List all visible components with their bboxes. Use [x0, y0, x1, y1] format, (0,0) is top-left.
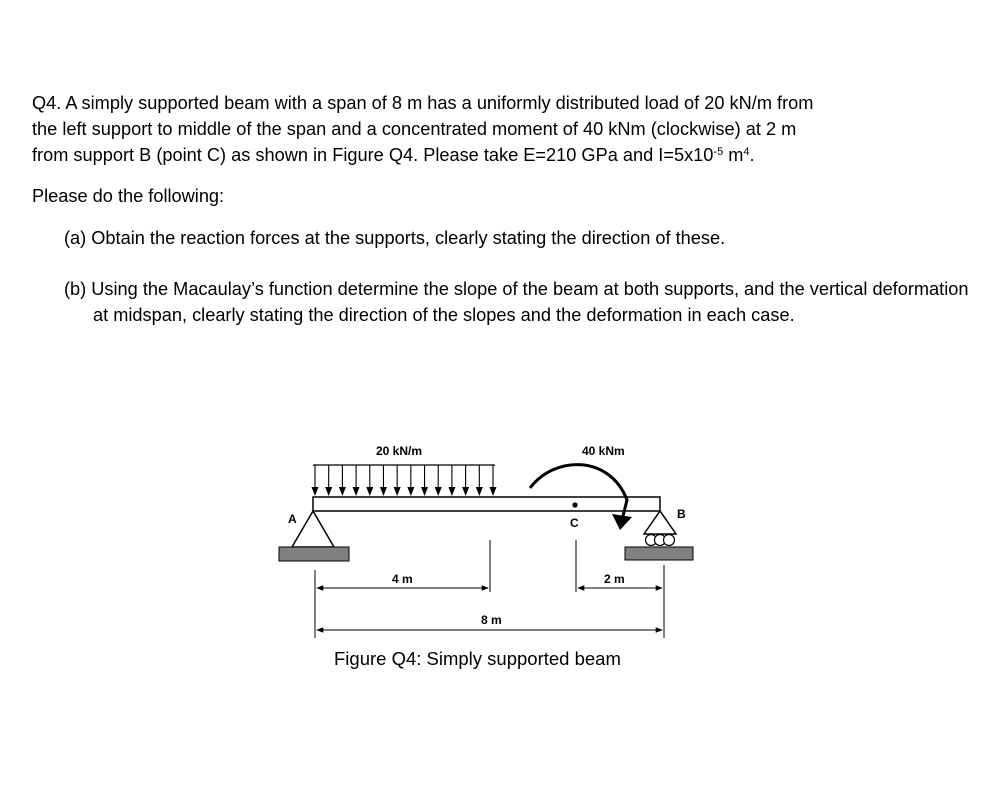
udl-arrow-head [339, 487, 346, 496]
udl-arrow-head [353, 487, 360, 496]
udl-arrow-head [407, 487, 414, 496]
exponent-4: 4 [743, 146, 750, 158]
support-a-triangle [292, 511, 334, 547]
exponent-minus-5: -5 [713, 146, 724, 158]
moment-arrow-head [612, 514, 632, 530]
support-a-label: A [288, 512, 297, 526]
point-c-label: C [570, 516, 579, 530]
instructions: Please do the following: [32, 186, 225, 206]
udl-arrows [312, 465, 497, 496]
support-b-triangle [644, 511, 676, 534]
question-line-1: Q4. A simply supported beam with a span of 8 m has a uniformly distributed load of 20 kN/m from [32, 93, 814, 113]
udl-arrow-head [448, 487, 455, 496]
udl-arrow-head [325, 487, 332, 496]
dim-8m-label: 8 m [481, 613, 502, 627]
udl-arrow-head [462, 487, 469, 496]
udl-arrow-head [366, 487, 373, 496]
question-line-2: the left support to middle of the span and a concentrated moment of 40 kNm (clockwise) at 2 m [32, 119, 797, 139]
support-b-label: B [677, 507, 686, 521]
question-line-3-text: from support B (point C) as shown in Figure Q4. Please take E=210 GPa and I=5x10 [32, 145, 714, 165]
support-b-ground [625, 547, 693, 560]
udl-arrow-head [490, 487, 497, 496]
udl-arrow-head [394, 487, 401, 496]
dim-2m-label: 2 m [604, 572, 625, 586]
unit-m: m [723, 145, 744, 165]
dim-4m-label: 4 m [392, 572, 413, 586]
moment-label: 40 kNm [582, 444, 625, 458]
beam [313, 497, 660, 511]
udl-arrow-head [421, 487, 428, 496]
udl-arrow-head [312, 487, 319, 496]
udl-arrow-head [476, 487, 483, 496]
udl-arrow-head [435, 487, 442, 496]
udl-arrow-head [380, 487, 387, 496]
support-a-ground [279, 547, 349, 561]
period: . [749, 145, 755, 165]
part-a: (a) Obtain the reaction forces at the supports, clearly stating the direction of these. [64, 228, 726, 248]
roller-3 [664, 535, 675, 546]
point-c-dot [572, 502, 577, 507]
part-b: (b) Using the Macaulay’s function determine the slope of the beam at both supports, and the vertical deformation at midspan, clearly stating the direction of the slopes and the deformation in each case. [64, 279, 969, 325]
udl-label: 20 kN/m [376, 444, 423, 458]
figure-caption: Figure Q4: Simply supported beam [334, 648, 621, 669]
